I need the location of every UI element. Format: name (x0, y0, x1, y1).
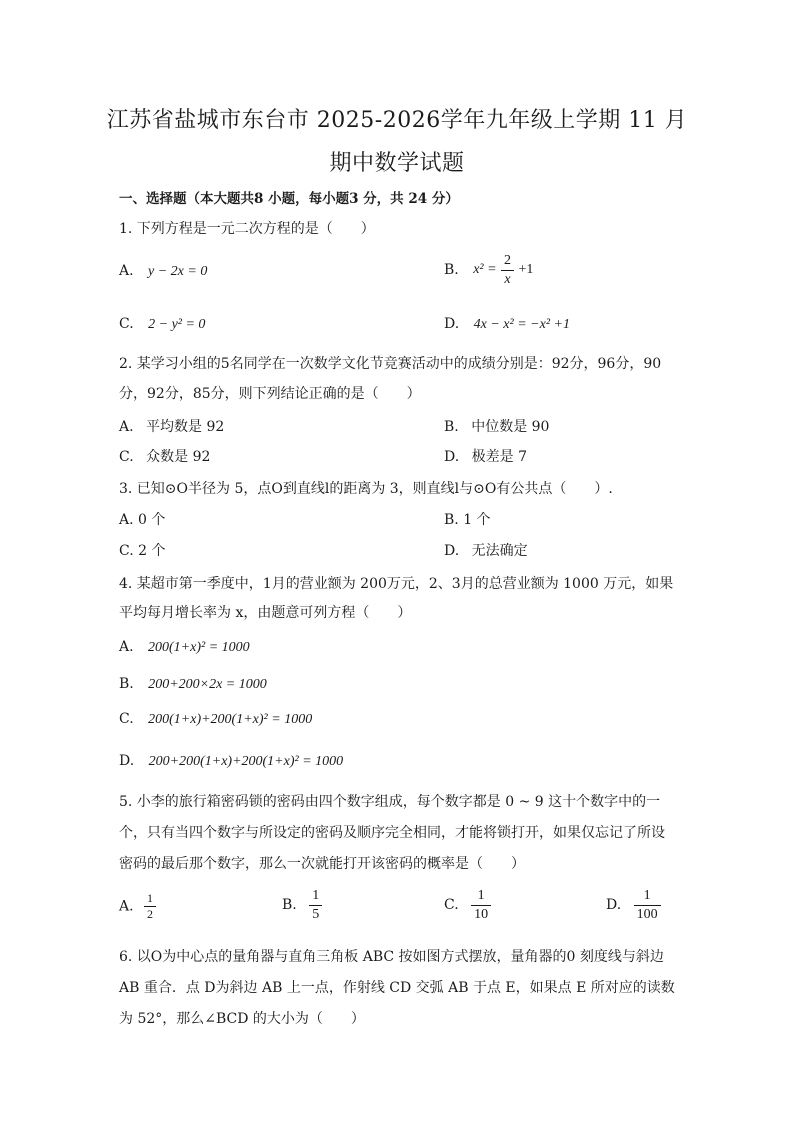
question-2-stem-line2: 分，92分，85分，则下列结论正确的是（ ） (119, 386, 421, 402)
option-fraction (471, 887, 491, 923)
question-6-stem-line1: 6. 以O为中心点的量角器与直角三角板 ABC 按如图方式摆放，量角器的0 刻度线与斜边 (119, 949, 664, 965)
option-label: B. (444, 419, 459, 435)
option-text: 无法确定 (471, 543, 528, 559)
option-label: C. (119, 449, 134, 465)
question-3-option-b[interactable]: B. 1 个 (444, 512, 491, 528)
question-1-option-d[interactable] (444, 316, 570, 333)
question-6-stem-line2: AB 重合．点 D为斜边 AB 上一点，作射线 CD 交弧 AB 于点 E，如果点 E 所对应的读数 (119, 980, 675, 996)
option-label: A. (119, 419, 134, 435)
fraction-numerator: 1 (634, 887, 661, 906)
question-5-stem-line3: 密码的最后那个数字，那么一次就能打开该密码的概率是（ ） (119, 856, 525, 872)
question-5-option-a[interactable] (119, 891, 156, 922)
fraction-numerator: 1 (309, 887, 322, 906)
question-1-option-c[interactable] (119, 316, 205, 333)
question-1-stem: 1. 下列方程是一元二次方程的是（ ） (119, 221, 375, 237)
option-label: B. (444, 262, 459, 278)
option-a-formula: y − 2x = 0 (148, 264, 208, 279)
fraction-denominator: 100 (636, 906, 658, 922)
fraction-denominator: 5 (312, 906, 320, 922)
page-title-line1: 江苏省盐城市东台市 2025-2026学年九年级上学期 11 月 (106, 108, 688, 133)
option-b-rhs: +1 (518, 262, 534, 277)
option-label: C. (119, 711, 134, 727)
option-label: D. (606, 897, 622, 913)
option-b-fraction (501, 252, 514, 288)
option-label: A. (119, 263, 134, 279)
option-label: D. (444, 543, 460, 559)
question-2-option-d[interactable] (444, 446, 527, 466)
question-4-stem-line2: 平均每月增长率为 x，由题意可列方程（ ） (119, 605, 412, 621)
option-label: B. (119, 676, 134, 692)
fraction-denominator: 2 (147, 907, 154, 921)
option-formula: 200+200×2x = 1000 (148, 677, 267, 692)
question-1-option-b[interactable] (444, 252, 533, 288)
question-4-option-d[interactable] (119, 753, 343, 770)
option-label: D. (119, 753, 135, 769)
question-5-option-b[interactable] (282, 887, 322, 923)
option-label: D. (444, 316, 460, 332)
option-label: C. (444, 897, 459, 913)
option-d-formula: 4x − x² = −x² +1 (473, 317, 570, 332)
option-text: 极差是 7 (471, 449, 527, 465)
fraction-numerator: 1 (144, 891, 156, 907)
question-5-stem-line1: 5. 小李的旅行箱密码锁的密码由四个数字组成，每个数字都是 0 ~ 9 这十个数字中的一 (119, 794, 661, 810)
option-label: B. (282, 897, 297, 913)
question-5-option-c[interactable] (444, 887, 491, 923)
option-label: A. (119, 898, 134, 915)
question-3-option-c[interactable]: C. 2 个 (119, 543, 166, 559)
question-2-stem-line1: 2. 某学习小组的5名同学在一次数学文化节竞赛活动中的成绩分别是：92分，96分，90 (119, 356, 662, 372)
question-3-option-d[interactable] (444, 540, 528, 560)
section-heading: 一、选择题（本大题共8 小题，每小题3 分，共 24 分） (119, 191, 459, 207)
fraction-numerator: 1 (471, 887, 491, 906)
question-4-option-c[interactable] (119, 711, 312, 728)
option-formula: 200+200(1+x)+200(1+x)² = 1000 (148, 754, 344, 769)
question-4-option-a[interactable] (119, 639, 250, 656)
option-fraction (144, 891, 156, 922)
question-2-option-a[interactable] (119, 416, 224, 436)
option-label: C. (119, 316, 134, 332)
question-2-option-b[interactable] (444, 416, 549, 436)
option-text: 众数是 92 (146, 449, 211, 465)
option-text: 平均数是 92 (146, 419, 225, 435)
fraction-denominator: 10 (474, 906, 489, 922)
option-fraction (309, 887, 322, 923)
option-b-lhs: x² = (473, 262, 497, 277)
page-title-line2: 期中数学试题 (329, 151, 465, 176)
question-3-stem: 3. 已知⊙O半径为 5，点O到直线l的距离为 3，则直线l与⊙O有公共点（ ）. (119, 481, 613, 497)
option-c-formula: 2 − y² = 0 (148, 317, 206, 332)
fraction-numerator: 2 (501, 252, 514, 271)
question-6-stem-line3: 为 52°，那么∠BCD 的大小为（ ） (119, 1011, 365, 1027)
question-4-stem-line1: 4. 某超市第一季度中，1月的营业额为 200万元，2、3月的总营业额为 1000 万元，如果 (119, 576, 674, 592)
option-fraction (634, 887, 661, 923)
option-text: 中位数是 90 (471, 419, 550, 435)
question-3-option-a[interactable]: A. 0 个 (119, 512, 166, 528)
fraction-denominator: x (504, 271, 511, 287)
question-2-option-c[interactable] (119, 446, 210, 466)
option-label: D. (444, 449, 460, 465)
question-5-stem-line2: 个，只有当四个数字与所设定的密码及顺序完全相同，才能将锁打开，如果仅忘记了所设 (119, 825, 665, 841)
option-formula: 200(1+x)² = 1000 (148, 640, 250, 655)
question-5-option-d[interactable] (606, 887, 661, 923)
question-1-option-a[interactable] (119, 263, 207, 280)
option-label: A. (119, 639, 134, 655)
question-4-option-b[interactable] (119, 676, 267, 693)
option-formula: 200(1+x)+200(1+x)² = 1000 (148, 712, 313, 727)
